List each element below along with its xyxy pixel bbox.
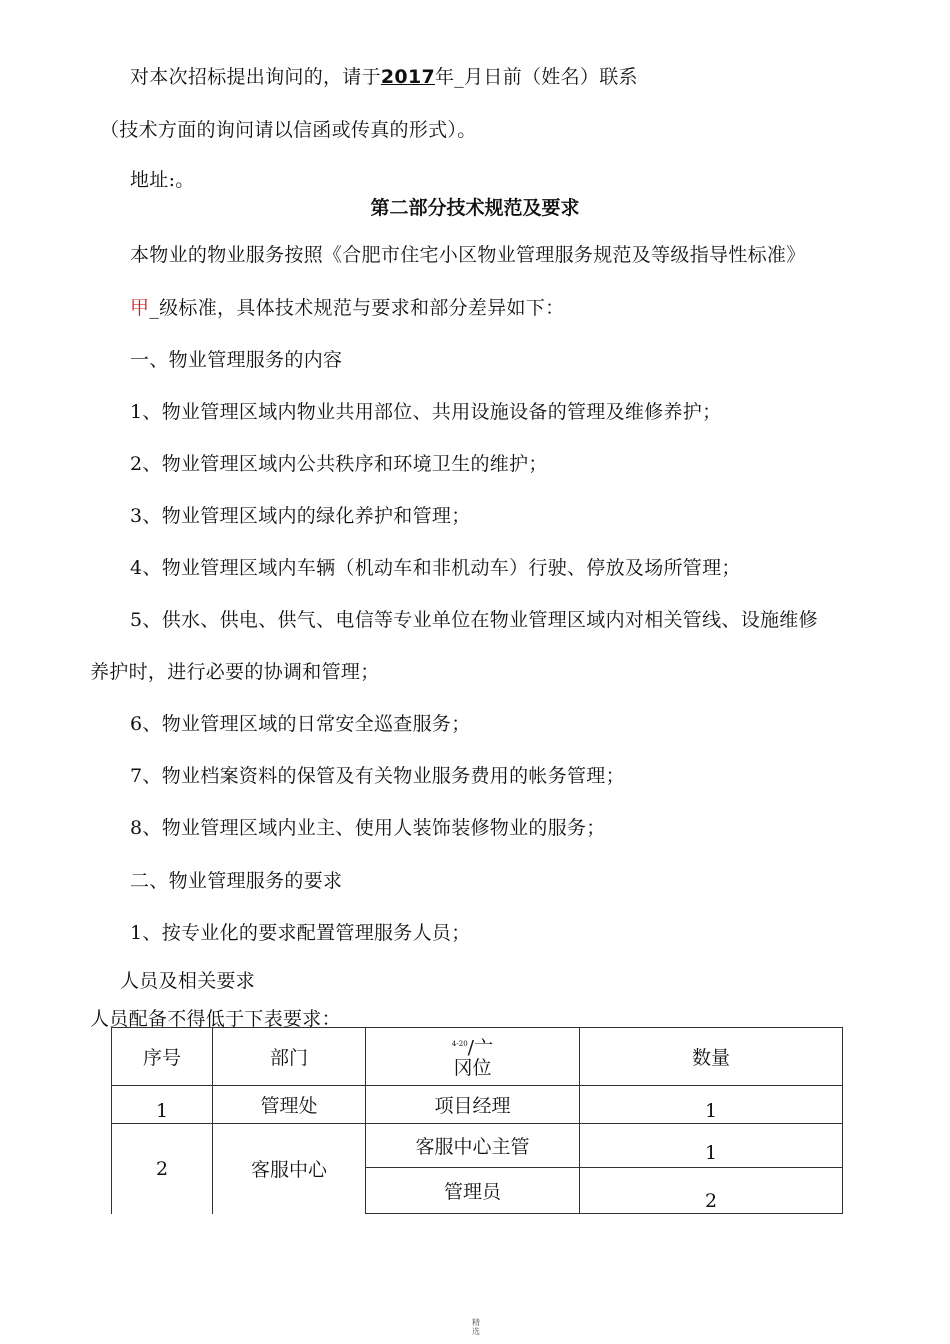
header-quantity: 数量 [580, 1028, 843, 1086]
footer-char-a: 精 [472, 1318, 480, 1327]
table-header-row [112, 1028, 843, 1086]
list-item: 7、物业档案资料的保管及有关物业服务费用的帐务管理； [130, 765, 625, 787]
header-number: 序号 [112, 1028, 213, 1086]
list-item: 2、物业管理区域内公共秩序和环境卫生的维护； [130, 453, 548, 475]
heading-content: 一、物业管理服务的内容 [130, 349, 343, 371]
page-footer [470, 1318, 482, 1336]
section-title: 第二部分技术规范及要求 [370, 197, 580, 219]
row1-department: 管理处 [213, 1086, 366, 1124]
inquiry-pre: 对本次招标提出询问的，请于 [130, 66, 381, 88]
footer-char-b: 选 [472, 1327, 480, 1336]
list-item: 5、供水、供电、供气、电信等专业单位在物业管理区域内对相关管线、设施维修 [130, 609, 818, 631]
row2-department: 客服中心 [213, 1124, 366, 1214]
list-item: 6、物业管理区域的日常安全巡查服务； [130, 713, 471, 735]
table-row [112, 1086, 843, 1124]
row1-quantity: 1 [580, 1086, 843, 1124]
row2-quantity-a: 1 [580, 1124, 843, 1168]
list-item: 4、物业管理区域内车辆（机动车和非机动车）行驶、停放及场所管理； [130, 557, 741, 579]
inquiry-paragraph [130, 62, 638, 89]
header-department: 部门 [213, 1028, 366, 1086]
requirement-item: 1、按专业化的要求配置管理服务人员； [130, 922, 471, 944]
inquiry-post: 年_月日前（姓名）联系 [435, 66, 638, 88]
row2-quantity-b: 2 [580, 1168, 843, 1214]
address-line: 地址:。 [130, 169, 195, 191]
table-row [112, 1124, 843, 1168]
row2-post-a: 客服中心主管 [366, 1124, 580, 1168]
row2-post-b: 管理员 [366, 1168, 580, 1214]
row2-number: 2 [112, 1124, 213, 1214]
row1-post: 项目经理 [366, 1086, 580, 1124]
list-item: 1、物业管理区域内物业共用部位、共用设施设备的管理及维修养护； [130, 401, 722, 423]
list-item-continuation: 养护时，进行必要的协调和管理； [90, 661, 380, 683]
grade-mark: 甲 [130, 297, 150, 319]
header-post-mark: /亠 [467, 1036, 494, 1059]
row1-number: 1 [112, 1086, 213, 1124]
header-post [366, 1028, 580, 1086]
grade-rest: _级标准，具体技术规范与要求和部分差异如下： [149, 297, 565, 319]
grade-paragraph [130, 293, 564, 320]
header-post-label: 冈位 [453, 1057, 492, 1080]
staff-note: 人员配备不得低于下表要求： [90, 1008, 341, 1030]
list-item: 3、物业管理区域内的绿化养护和管理； [130, 505, 471, 527]
standard-paragraph: 本物业的物业服务按照《合肥市住宅小区物业管理服务规范及等级指导性标准》 [130, 244, 806, 266]
list-item: 8、物业管理区域内业主、使用人装饰装修物业的服务； [130, 817, 606, 839]
header-post-small: 4-20 [451, 1039, 468, 1048]
staff-table [111, 1027, 843, 1214]
technical-inquiry-note: （技术方面的询问请以信函或传真的形式）。 [100, 119, 477, 141]
staff-heading: 人员及相关要求 [120, 970, 256, 992]
inquiry-year: 2017 [380, 66, 435, 88]
heading-requirements: 二、物业管理服务的要求 [130, 870, 343, 892]
